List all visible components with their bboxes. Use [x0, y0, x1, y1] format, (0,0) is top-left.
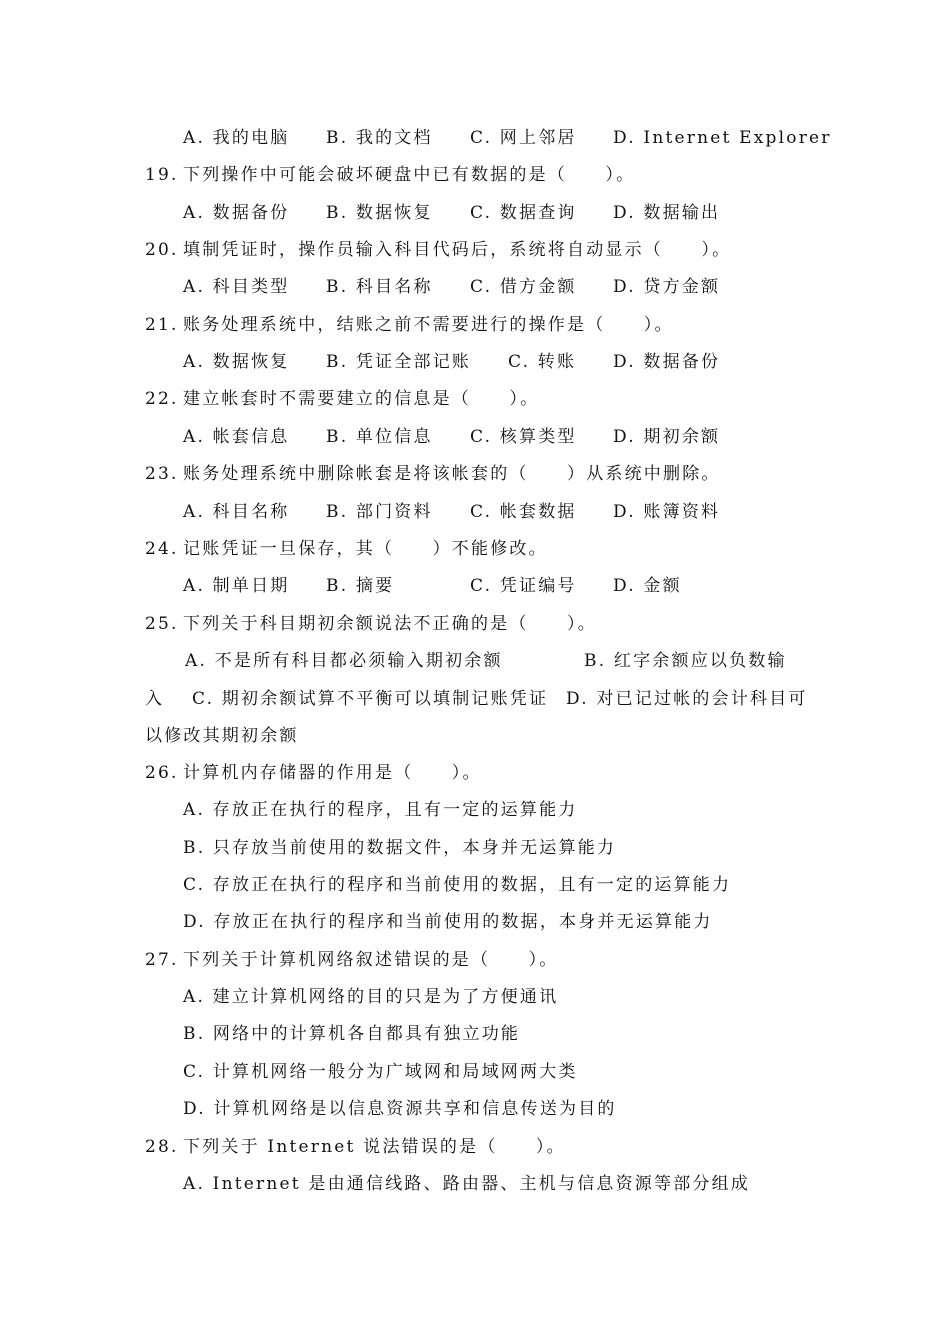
q18-option-d: D. Internet Explorer	[613, 128, 832, 148]
q22-stem	[0, 386, 950, 412]
q22-option-b: B. 单位信息	[326, 427, 433, 447]
q26-option-d-row	[0, 909, 950, 935]
q22-options-row	[0, 424, 950, 450]
q20-option-b: B. 科目名称	[326, 277, 433, 297]
q20-options-row	[0, 274, 950, 300]
q20-number: 20.	[145, 240, 179, 260]
q22-text: 建立帐套时不需要建立的信息是（ ）。	[183, 389, 540, 409]
q27-option-c-row	[0, 1059, 950, 1085]
q21-number: 21.	[145, 315, 179, 335]
q25-options-line-3	[0, 723, 950, 749]
q25-option-c: C. 期初余额试算不平衡可以填制记账凭证	[192, 689, 549, 709]
q27-text: 下列关于计算机网络叙述错误的是（ ）。	[183, 950, 559, 970]
q26-stem	[0, 760, 950, 786]
q26-option-b-row	[0, 835, 950, 861]
q20-stem	[0, 237, 950, 263]
q23-option-d: D. 账簿资料	[613, 502, 721, 522]
q23-stem	[0, 461, 950, 487]
q20-option-a: A. 科目类型	[183, 277, 290, 297]
q24-option-a: A. 制单日期	[183, 576, 290, 596]
q26-option-d: D. 存放正在执行的程序和当前使用的数据，本身并无运算能力	[183, 912, 713, 932]
q22-option-c: C. 核算类型	[470, 427, 577, 447]
q23-options-row	[0, 499, 950, 525]
q18-options-row	[0, 125, 950, 151]
q19-stem	[0, 162, 950, 188]
q27-option-b-row	[0, 1021, 950, 1047]
q25-number: 25.	[145, 614, 179, 634]
q26-option-a: A. 存放正在执行的程序，且有一定的运算能力	[183, 800, 578, 820]
q20-option-c: C. 借方金额	[470, 277, 577, 297]
q25-option-b: B. 红字余额应以负数输	[584, 651, 787, 671]
q23-option-b: B. 部门资料	[326, 502, 433, 522]
q21-options-row	[0, 349, 950, 375]
q28-text: 下列关于 Internet 说法错误的是（ ）。	[183, 1137, 566, 1157]
q25-stem	[0, 611, 950, 637]
q18-option-a: A. 我的电脑	[183, 128, 290, 148]
q28-option-a: A. Internet 是由通信线路、路由器、主机与信息资源等部分组成	[183, 1174, 751, 1194]
q21-stem	[0, 312, 950, 338]
q27-stem	[0, 947, 950, 973]
q24-option-c: C. 凭证编号	[470, 576, 577, 596]
q22-number: 22.	[145, 389, 179, 409]
q21-option-b: B. 凭证全部记账	[326, 352, 472, 372]
q24-stem	[0, 536, 950, 562]
q19-option-b: B. 数据恢复	[326, 203, 433, 223]
q21-option-c: C. 转账	[508, 352, 577, 372]
q25-option-b-continuation: 入	[145, 689, 165, 709]
q21-text: 账务处理系统中，结账之前不需要进行的操作是（ ）。	[183, 315, 674, 335]
q27-option-d-row	[0, 1096, 950, 1122]
q25-option-d: D. 对已记过帐的会计科目可	[566, 689, 808, 709]
q27-number: 27.	[145, 950, 179, 970]
q19-options-row	[0, 200, 950, 226]
q25-option-d-continuation: 以修改其期初余额	[145, 726, 299, 746]
q27-option-d: D. 计算机网络是以信息资源共享和信息传送为目的	[183, 1099, 617, 1119]
q27-option-b: B. 网络中的计算机各自都具有独立功能	[183, 1024, 521, 1044]
q19-option-a: A. 数据备份	[183, 203, 290, 223]
q18-option-b: B. 我的文档	[326, 128, 433, 148]
q26-option-c: C. 存放正在执行的程序和当前使用的数据，且有一定的运算能力	[183, 875, 732, 895]
q26-option-b: B. 只存放当前使用的数据文件，本身并无运算能力	[183, 838, 617, 858]
q27-option-c: C. 计算机网络一般分为广域网和局域网两大类	[183, 1062, 578, 1082]
q23-option-a: A. 科目名称	[183, 502, 290, 522]
q26-option-a-row	[0, 797, 950, 823]
q25-text: 下列关于科目期初余额说法不正确的是（ ）。	[183, 614, 597, 634]
q21-option-d: D. 数据备份	[613, 352, 721, 372]
q20-option-d: D. 贷方金额	[613, 277, 721, 297]
q23-option-c: C. 帐套数据	[470, 502, 577, 522]
q21-option-a: A. 数据恢复	[183, 352, 290, 372]
q24-option-d: D. 金额	[613, 576, 682, 596]
q24-options-row	[0, 573, 950, 599]
q18-option-c: C. 网上邻居	[470, 128, 577, 148]
q24-option-b: B. 摘要	[326, 576, 395, 596]
q25-options-line-1	[0, 648, 950, 674]
q28-option-a-row	[0, 1171, 950, 1197]
q27-option-a: A. 建立计算机网络的目的只是为了方便通讯	[183, 987, 559, 1007]
q20-text: 填制凭证时，操作员输入科目代码后，系统将自动显示（ ）。	[183, 240, 732, 260]
q28-stem	[0, 1134, 950, 1160]
q25-option-a: A. 不是所有科目都必须输入期初余额	[185, 651, 503, 671]
q19-option-d: D. 数据输出	[613, 203, 721, 223]
q22-option-d: D. 期初余额	[613, 427, 721, 447]
q26-number: 26.	[145, 763, 179, 783]
q19-option-c: C. 数据查询	[470, 203, 577, 223]
q27-option-a-row	[0, 984, 950, 1010]
q23-number: 23.	[145, 464, 179, 484]
q19-text: 下列操作中可能会破坏硬盘中已有数据的是（ ）。	[183, 165, 636, 185]
q25-options-line-2	[0, 686, 950, 712]
q26-text: 计算机内存储器的作用是（ ）。	[183, 763, 482, 783]
q28-number: 28.	[145, 1137, 179, 1157]
q24-number: 24.	[145, 539, 179, 559]
q26-option-c-row	[0, 872, 950, 898]
q24-text: 记账凭证一旦保存，其（ ）不能修改。	[183, 539, 548, 559]
q23-text: 账务处理系统中删除帐套是将该帐套的（ ）从系统中删除。	[183, 464, 721, 484]
q22-option-a: A. 帐套信息	[183, 427, 290, 447]
q19-number: 19.	[145, 165, 179, 185]
